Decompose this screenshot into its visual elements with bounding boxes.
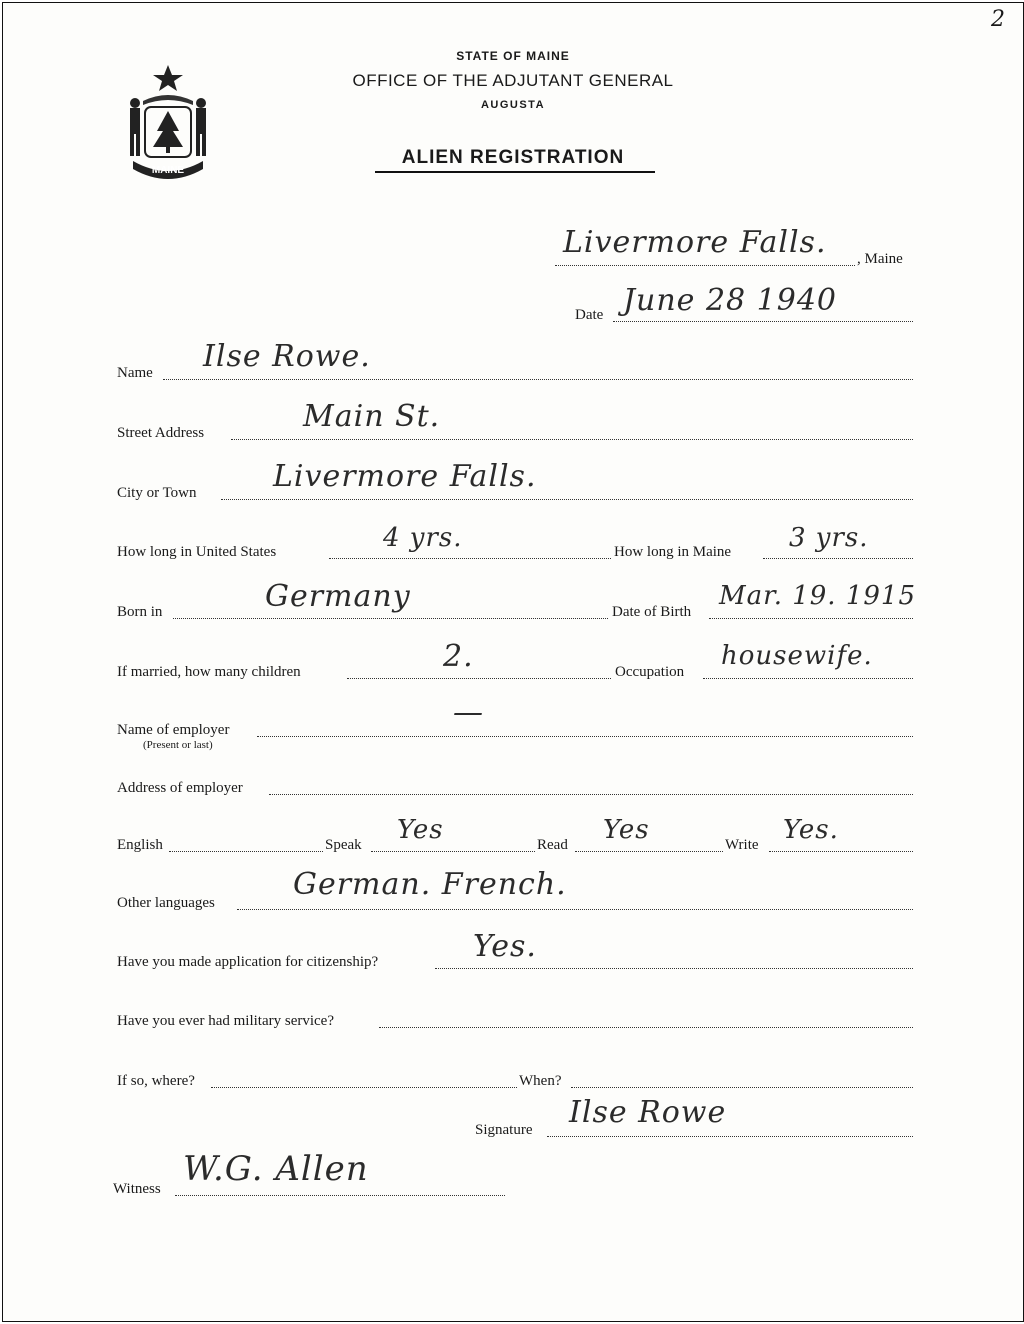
write-label: Write [725, 837, 759, 853]
other-languages-line [237, 909, 913, 910]
place-suffix: , Maine [857, 251, 903, 267]
read-line [575, 851, 723, 852]
citizenship-label: Have you made application for citizenship? [117, 954, 379, 970]
date-label: Date [575, 307, 604, 323]
us-duration-line [329, 558, 611, 559]
witness-line [175, 1195, 505, 1196]
signature-value: Ilse Rowe [569, 1095, 727, 1130]
occupation-line [703, 678, 913, 679]
when-line [571, 1087, 913, 1088]
city-line [221, 499, 913, 500]
employer-sublabel: (Present or last) [143, 739, 213, 751]
children-label: If married, how many children [117, 664, 301, 680]
born-line [173, 618, 608, 619]
corner-mark: 2 [991, 7, 1005, 32]
seal-text: MAINE [151, 165, 185, 176]
city-value: Livermore Falls. [273, 459, 537, 494]
street-label: Street Address [117, 425, 205, 441]
english-line [169, 851, 323, 852]
header-city: AUGUSTA [480, 99, 546, 111]
write-line [769, 851, 913, 852]
name-label: Name [117, 365, 153, 381]
occupation-label: Occupation [615, 664, 685, 680]
employer-label: Name of employer [117, 722, 230, 738]
born-label: Born in [117, 604, 163, 620]
speak-line [371, 851, 535, 852]
employer-address-label: Address of employer [117, 780, 243, 796]
write-value: Yes. [783, 815, 839, 845]
street-value: Main St. [303, 399, 441, 434]
other-languages-value: German. French. [293, 867, 567, 902]
read-label: Read [537, 837, 568, 853]
place-value: Livermore Falls. [563, 225, 827, 260]
military-line [379, 1027, 913, 1028]
speak-label: Speak [325, 837, 362, 853]
where-label: If so, where? [117, 1073, 195, 1089]
dob-value: Mar. 19. 1915 [719, 581, 917, 611]
name-line [163, 379, 913, 380]
citizenship-line [435, 968, 913, 969]
military-label: Have you ever had military service? [117, 1013, 334, 1029]
employer-value: — [453, 695, 484, 730]
born-value: Germany [265, 579, 411, 614]
us-duration-value: 4 yrs. [383, 523, 463, 553]
witness-value: W.G. Allen [183, 1149, 369, 1189]
citizenship-value: Yes. [473, 929, 537, 964]
date-line [613, 321, 913, 322]
signature-line [547, 1136, 913, 1137]
employer-line [257, 736, 913, 737]
witness-label: Witness [113, 1181, 161, 1197]
maine-duration-label: How long in Maine [614, 544, 732, 560]
form-title: ALIEN REGISTRATION [401, 147, 625, 168]
english-label: English [117, 837, 163, 853]
when-label: When? [519, 1073, 562, 1089]
read-value: Yes [603, 815, 650, 845]
dob-label: Date of Birth [612, 604, 692, 620]
maine-duration-value: 3 yrs. [789, 523, 869, 553]
header-office: OFFICE OF THE ADJUTANT GENERAL [352, 71, 674, 90]
employer-address-line [269, 794, 913, 795]
speak-value: Yes [397, 815, 444, 845]
dob-line [709, 618, 913, 619]
occupation-value: housewife. [721, 641, 873, 671]
street-line [231, 439, 913, 440]
title-underline [375, 171, 655, 173]
date-value: June 28 1940 [623, 283, 838, 318]
children-line [347, 678, 611, 679]
us-duration-label: How long in United States [117, 544, 277, 560]
city-label: City or Town [117, 485, 197, 501]
registration-form [2, 2, 1024, 1322]
place-line [555, 265, 855, 266]
signature-label: Signature [475, 1122, 533, 1138]
maine-duration-line [763, 558, 913, 559]
other-languages-label: Other languages [117, 895, 215, 911]
where-line [211, 1087, 517, 1088]
name-value: Ilse Rowe. [203, 339, 371, 374]
header-state: STATE OF MAINE [456, 49, 570, 63]
children-value: 2. [443, 639, 474, 674]
